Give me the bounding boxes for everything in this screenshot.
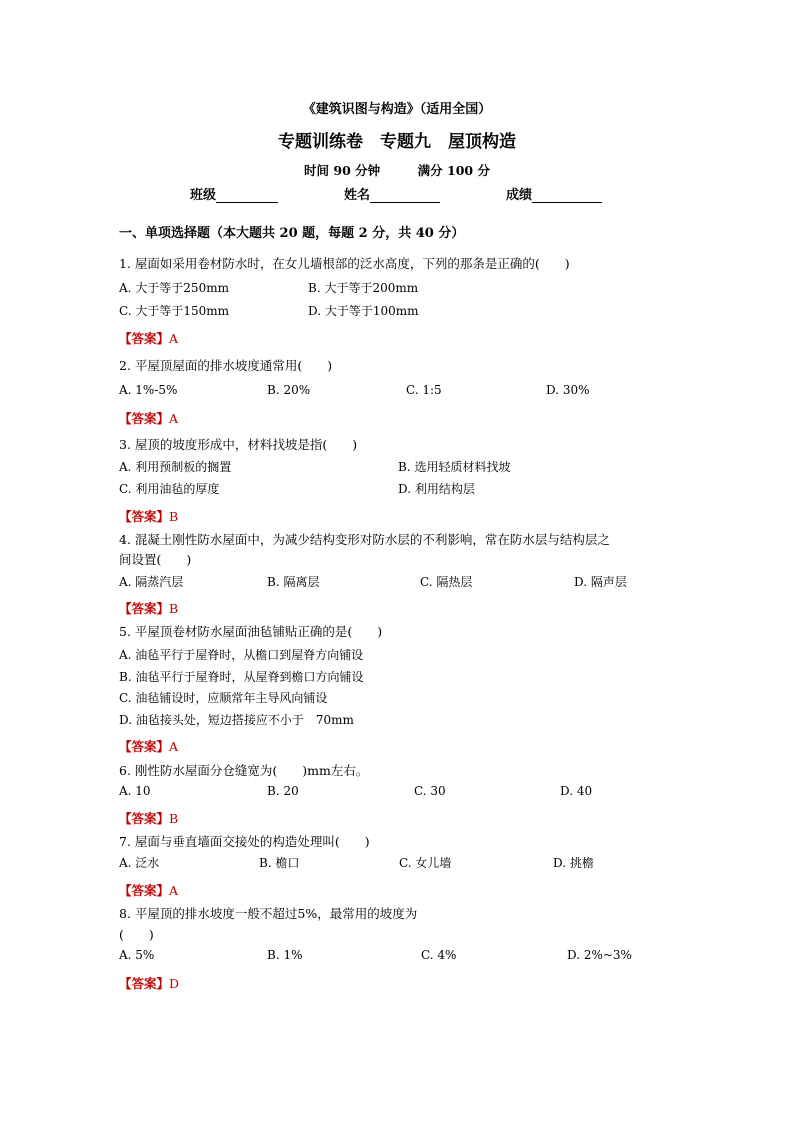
name-field	[344, 184, 440, 203]
question-6-option-d: D. 40	[560, 784, 593, 798]
question-7-option-c: C. 女儿墙	[399, 856, 452, 870]
question-4-option-b: B. 隔离层	[267, 575, 320, 589]
question-2-option-c: C. 1:5	[406, 383, 442, 397]
answer-value: B	[169, 509, 179, 524]
question-6-stem: 6. 刚性防水屋面分仓缝宽为( )mm左右。	[119, 763, 369, 778]
question-4-stem-cont: 间设置( )	[119, 552, 192, 567]
question-4-option-c: C. 隔热层	[420, 575, 473, 589]
score-label: 成绩	[506, 188, 533, 203]
name-blank[interactable]	[370, 189, 440, 203]
question-8-stem: 8. 平屋顶的排水坡度一般不超过5%，最常用的坡度为	[119, 906, 418, 921]
question-3-stem: 3. 屋顶的坡度形成中，材料找坡是指( )	[119, 437, 358, 452]
score-blank[interactable]	[532, 189, 602, 203]
score-field	[506, 184, 602, 203]
question-5-stem: 5. 平屋顶卷材防水屋面油毡铺贴正确的是( )	[119, 624, 383, 639]
question-8-stem-cont: ( )	[119, 927, 154, 942]
answer-tag: 【答案】	[119, 509, 170, 524]
question-8-option-c: C. 4%	[421, 948, 457, 962]
question-3-option-c: C. 利用油毡的厚度	[119, 482, 220, 496]
question-4-answer	[119, 599, 178, 617]
question-1-option-a: A. 大于等于250mm	[119, 281, 229, 295]
question-4-option-d: D. 隔声层	[574, 575, 627, 589]
question-3-option-a: A. 利用预制板的搁置	[119, 460, 232, 474]
question-5-option-c: C. 油毡铺设时，应顺常年主导风向铺设	[119, 691, 328, 705]
class-blank[interactable]	[216, 189, 278, 203]
question-4-stem: 4. 混凝土刚性防水屋面中，为减少结构变形对防水层的不利影响，常在防水层与结构层之	[119, 532, 610, 547]
answer-value: B	[169, 601, 179, 616]
exam-title: 专题训练卷 专题九 屋顶构造	[278, 132, 516, 152]
question-6-option-c: C. 30	[414, 784, 446, 798]
question-5-option-d: D. 油毡接头处，短边搭接应不小于 70mm	[119, 713, 354, 727]
question-5-answer	[119, 737, 178, 755]
question-3-answer	[119, 507, 178, 525]
question-5-option-a: A. 油毡平行于屋脊时，从檐口到屋脊方向铺设	[119, 648, 364, 662]
name-label: 姓名	[344, 188, 371, 203]
question-2-answer	[119, 409, 178, 427]
answer-tag: 【答案】	[119, 411, 170, 426]
question-1-option-b: B. 大于等于200mm	[308, 281, 419, 295]
exam-meta: 时间 90 分钟 满分 100 分	[304, 163, 490, 178]
answer-value: A	[169, 331, 179, 346]
answer-value: A	[169, 883, 179, 898]
question-2-stem: 2. 平屋顶屋面的排水坡度通常用( )	[119, 358, 333, 373]
question-2-option-a: A. 1%-5%	[119, 383, 178, 397]
question-3-option-b: B. 选用轻质材料找坡	[398, 460, 511, 474]
answer-value: A	[169, 739, 179, 754]
question-7-answer	[119, 881, 178, 899]
answer-tag: 【答案】	[119, 331, 170, 346]
answer-tag: 【答案】	[119, 811, 170, 826]
question-2-option-b: B. 20%	[267, 383, 311, 397]
question-7-option-b: B. 檐口	[259, 856, 300, 870]
question-8-option-d: D. 2%~3%	[567, 948, 632, 962]
question-2-option-d: D. 30%	[546, 383, 590, 397]
exam-subtitle: 《建筑识图与构造》（适用全国）	[302, 102, 492, 117]
answer-value: D	[169, 976, 180, 991]
question-4-option-a: A. 隔蒸汽层	[119, 575, 184, 589]
question-8-answer	[119, 974, 179, 992]
answer-value: A	[169, 411, 179, 426]
question-1-option-d: D. 大于等于100mm	[308, 304, 419, 318]
class-field	[190, 184, 278, 203]
question-8-option-a: A. 5%	[119, 948, 155, 962]
question-5-option-b: B. 油毡平行于屋脊时，从屋脊到檐口方向铺设	[119, 670, 364, 684]
class-label: 班级	[190, 188, 217, 203]
section-title: 一、单项选择题（本大题共 20 题，每题 2 分，共 40 分）	[119, 226, 465, 241]
question-3-option-d: D. 利用结构层	[398, 482, 475, 496]
answer-tag: 【答案】	[119, 601, 170, 616]
question-7-stem: 7. 屋面与垂直墙面交接处的构造处理叫( )	[119, 834, 370, 849]
question-8-option-b: B. 1%	[267, 948, 303, 962]
question-7-option-d: D. 挑檐	[553, 856, 594, 870]
answer-tag: 【答案】	[119, 739, 170, 754]
question-6-answer	[119, 809, 178, 827]
question-6-option-a: A. 10	[119, 784, 151, 798]
question-6-option-b: B. 20	[267, 784, 299, 798]
answer-tag: 【答案】	[119, 883, 170, 898]
answer-value: B	[169, 811, 179, 826]
question-1-option-c: C. 大于等于150mm	[119, 304, 230, 318]
question-1-answer	[119, 329, 178, 347]
question-1-stem: 1. 屋面如采用卷材防水时，在女儿墙根部的泛水高度，下列的那条是正确的( )	[119, 256, 570, 271]
answer-tag: 【答案】	[119, 976, 170, 991]
question-7-option-a: A. 泛水	[119, 856, 160, 870]
